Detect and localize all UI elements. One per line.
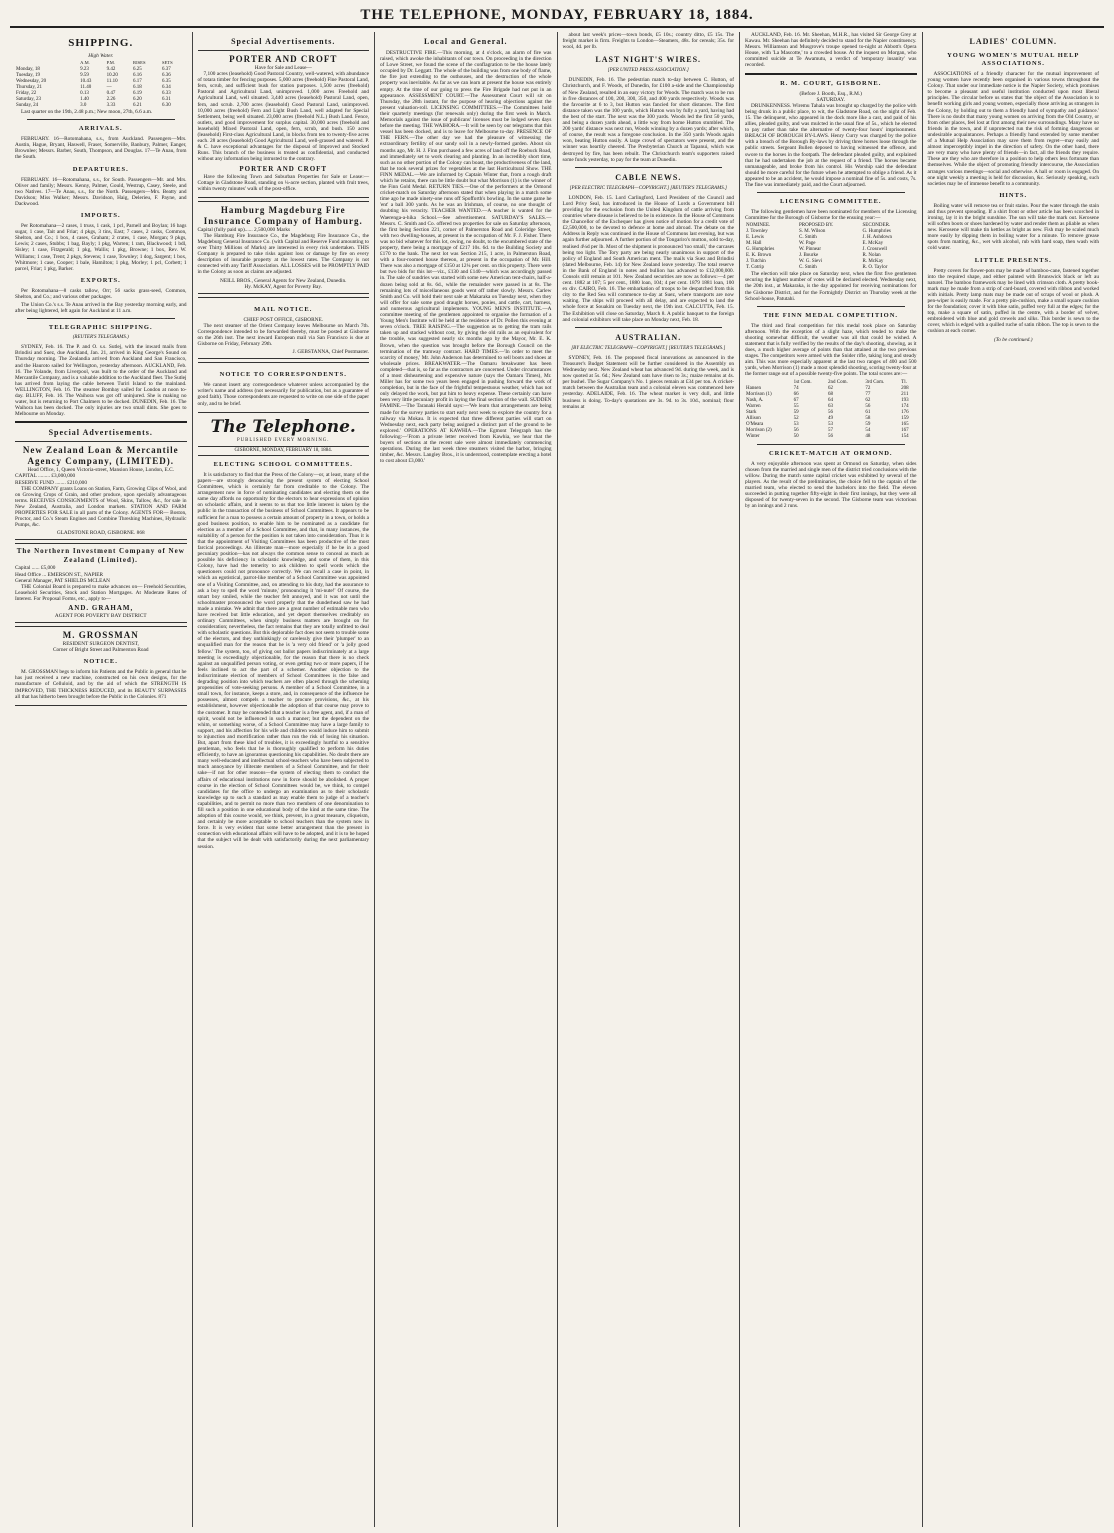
- licensing-text2: The election will take place on Saturday next, when the first five gentlemen securing the highest number of votes will be declared elected. Wednesday next, the 20th inst., at Makaraka, is the day appointed for receiving nominations for the Gisborne District, and for the Fortnightly District on Thursday week at the School-house, Patutahi.: [745, 271, 917, 302]
- australian-sub: [BY ELECTRIC TELEGRAPH—COPYRIGHT.] [REUTER'S TELEGRAMS.]: [571, 345, 726, 351]
- tide-col-header: P.M.: [106, 60, 116, 66]
- telegraphic-sub: (REUTER'S TELEGRAMS.): [72, 335, 129, 341]
- nz-loan-reserve: RESERVE FUND ........ £210,000: [15, 479, 87, 486]
- porter-footer-title: PORTER AND CROFT: [239, 164, 328, 173]
- licensing-col-header: NOMINEE.: [746, 223, 771, 229]
- australian-text: SYDNEY, Feb. 16. The proposed fiscal innovations as announced in the Treasurer's Budget Statement will be further considered in the Assembly on Wednesday next. New Zealand wheat has advanced 9d. during the week, and is now quoted at 5s. 6d.; New Zealand oats have risen to 3s.; maize remains at 4s. per bushel. The Sugar Company's No. 1 pieces remain at £34 per ton. A cricket-match between the Australian team and a colonial eleven was commenced here yesterday. ADELAIDE, Feb. 16. The wheat market is very dull, and little business is doing. To-day's quotations are 3s. 9d. to 3s. 10d., nominal; flour remains at: [562, 354, 734, 410]
- finn-cell: 49: [828, 415, 833, 421]
- imports-text: Per Rotomahana—2 cases, 1 truss, 1 cask, 1 pcl, Parnell and Boylan; 16 bags sugar, 1 case, Tait and Friar; 4 pkgs, 3 tins, East; 7 cases, 2 casks, Common, Shelton, and Co.; 1 box, 4 cases, Graham; 2 crates, 1 case, Morgan; 9 pkgs, Lewis; 2 cases, Stubbs; 1 bag, Bayly; 1 pkg, Warren; 1 ram, Blackwood; 1 bdl, Sisley; 1 case, Fitzgerald; 1 pkg, Wallis; 1 pkg, Browne; 1 box, Rev. W. Williams; 1 case, Trent; 2 pkgs, Stevens; 1 case, Townley; 1 dog, Sargent; 1 box, Whitmore; 1 case, Cooper; 1 bale, Hamilton; 1 pkg, Morley; 1 pcl, Corbett; 1 parcel, Friar; 1 pkg, Barker.: [15, 223, 187, 272]
- mail-text: The next steamer of the Orient Company leaves Melbourne on March 7th. Correspondence intended to be forwarded thereby, must be posted at Gisborne on the 26th inst. The next inward European mail via San Francisco is due at Gisborne on Friday, February 29th.: [197, 322, 369, 348]
- court-day: SATURDAY.: [816, 96, 845, 103]
- licensing-cell: S. M. Wilson: [799, 229, 826, 235]
- col7-text: AUCKLAND, Feb. 16. Mr. Sheehan, M.H.R., has visited Sir George Grey at Kawau. Mr. Sheehan has definitely decided to stand for the Napier constituency. Messrs. Williamson and Musgrove's troupe opened to-night at Abbott's Opera House, with 'La Mascotte,' to a crowded house. At the inquest on Morgan, who committed suicide at Te Awamutu, a verdict of 'temporary insanity' was recorded.: [745, 32, 917, 69]
- northern-agent: AND. GRAHAM,: [68, 603, 134, 612]
- special-ads-heading: Special Advertisements.: [48, 428, 153, 438]
- finn-cell: 56: [793, 427, 799, 433]
- finn-cell: 174: [901, 403, 909, 409]
- finn-col-header: 2nd Com.: [828, 379, 848, 385]
- dateline: GISBORNE, MONDAY, FEBRUARY 18, 1884.: [198, 446, 370, 456]
- finn-cell: 154: [901, 433, 909, 439]
- mail-sub: CHIEF POST OFFICE, GISBORNE.: [243, 316, 324, 323]
- licensing-cell: T. Cotrip: [746, 265, 764, 271]
- continued-note: (To be continued.): [994, 336, 1033, 343]
- licensing-cell: J. Crosswell: [862, 247, 887, 253]
- licensing-cell: J. Tutchin: [746, 259, 766, 265]
- tide-cell: 6.25: [133, 67, 142, 73]
- licensing-cell: E. Lewis: [746, 235, 764, 241]
- exports-text: Per Rotomahana—8 casks tallow, Orr; 56 sacks grass-seed, Common, Shelton, and Co.; and various other packages.: [15, 287, 187, 300]
- finn-cell: Hansen: [746, 385, 761, 391]
- hamburg-text: The Hamburg Fire Insurance Co., the Magdeburg Fire Insurance Co., the Magdeburg General Insurance Co. (with Capital and Reserve Fund amounting to over Thirty Millions of Marks) are interested in every risk undertaken. THIS Company is prepared to take risks against loss or damage by fire on every description of insurable property at the lowest rates. The Company is not connected with any Tariff Association. ALL LOSSES will be PROMPTLY PAID in the Colony as soon as claims are adjusted.: [197, 232, 369, 276]
- licensing-cell: R. McKay: [862, 259, 884, 265]
- telegraphic-heading: TELEGRAPHIC SHIPPING.: [48, 324, 153, 332]
- finn-cell: 176: [901, 409, 909, 415]
- tide-cell: Sunday, 24: [16, 103, 39, 109]
- column-3: [375, 32, 558, 1527]
- tide-cell: Monday, 18: [16, 67, 40, 73]
- divider: [575, 167, 723, 168]
- divider: [757, 306, 905, 307]
- union-note: The Union Co.'s s.s. Te Anau arrived in the Bay yesterday morning early, and after being lightered, left again for Auckland at 11 a.m.: [15, 301, 187, 315]
- cable-sub: [PER ELECTRIC TELEGRAPH—COPYRIGHT.] [REUTER'S TELEGRAMS.]: [569, 185, 727, 191]
- wires-heading: LAST NIGHT'S WIRES.: [595, 55, 702, 65]
- licensing-cell: G. Humphries: [862, 229, 891, 235]
- finn-cell: Nash, A.: [746, 397, 764, 403]
- hamburg-local: Hy. McKAY, Agent for Poverty Bay.: [244, 283, 323, 290]
- mail-sign: J. GEBSTANNA, Chief Postmaster.: [292, 349, 369, 356]
- departures-text: FEBRUARY. 16—Rotomahana, s.s., for South. Passengers—Mr. and Mrs. Oliver and family; Messrs. Kenny, Palmer, Gould, Westrup, Casey, Steele, and two Natives. 17—Te Anau, s.s., for the North. Passengers—Mrs. Beatty and Davidson; Miss Walker; Messrs. Davidson, Haig, Delerieu, F. Payne, and Dackwood.: [15, 176, 187, 207]
- licensing-cell: W. Page: [799, 241, 816, 247]
- finn-cell: 56: [865, 403, 871, 409]
- columns: [10, 32, 1104, 1527]
- finn-cell: 193: [901, 397, 909, 403]
- court-sub: (Before J. Booth, Esq., R.M.): [799, 90, 862, 97]
- finn-cell: 159: [901, 415, 909, 421]
- column-6: [923, 32, 1105, 1527]
- presents-heading: LITTLE PRESENTS.: [974, 256, 1052, 264]
- paper-name: The Telephone.: [210, 416, 356, 437]
- exports-heading: EXPORTS.: [80, 276, 121, 284]
- local-text: DESTRUCTIVE FIRE.—This morning, at 4 o'clock, an alarm of fire was raised, which awoke the inhabitants of our town. On proceeding in the direction of Lowe Street, we found the scene of the conflagration to be the house lately occupied by Dr. Leggatt. The whole of the building was from one body of flame, the fire just extending to the outhouses, and the destruction of the whole property was inevitable. As far as we can learn at present the house was entirely empty. At the time of our going to press the Fire Brigade had not put in an appearance. ASSESSMENT COURT.—The Assessment Court will sit on Thursday, the 28th instant, for the purpose of hearing objections against the present valuation-roll. LICENSING COMMITTEES.—The Committees hold their quarterly meetings (for renewals only) during the first week in March. Memorials against the issue of publicans' licenses must be lodged seven days before the meeting. THE WAIHORA.—It will be seen by our telegrams that this vessel has been docked, and is to leave for Melbourne to-day. PRESENCE OF THE FERN.—The other day we had the pleasure of witnessing the extraordinary fertility of our sandy soil in a newly-formed garden. About six months ago, Mr. H. J. Finn purchased a few acres of land off the Roebuck Road, and immediately set to work clearing and planting. In an incredibly short time, such as no other portion of the Colony can boast, the productiveness of the land, that he took several prizes for vegetables at the last Horticultural Show. THE FINN MEDAL.—We are informed by Captain Winter that, from a rough draft which he retains, there can be little doubt but what Morrison (1) is the winner of the Finn Gold Medal. RETURN TIES.—One of the performers at the Ormond cricket-match on Saturday afternoon stated that when playing in a match some time ago he made ninety-one runs off Spofforth's bowling. In the same game he 'ent' a ball 300 yards. As he was an Irishman, of course, no one thought of doubting his veracity. TEACHER WANTED.—A teacher is wanted for the Waerenga-a-hika School.—See advertisement. SATURDAY'S SALES.—Messrs. C. Smith and Co. offered two properties for sale on Saturday afternoon, the first being Section 221, corner of Palmerston Road and Coleridge Street, with two dwelling-houses, at present in the occupation of Mr. F. J. Fisher. There was no bid whatever for this lot, owing, no doubt, to the encumbered state of the property, there being a mortgage of £217 10s. 6d. to the Building Society and £170 to the bank. The next lot was Section 215, 1 acre, in Palmerston Road, with a four-roomed house thereon, at present in the occupation of Mr. Hill. There was also a mortgage of £150 at 12¼ per cent. on this property. There were but two bids for this lot—viz., £130 and £140—which was accordingly passed in. The sale of sundries was started with some new American tent-chairs, half-a-dozen being sold at 8s. 6d., while the remainder were passed in at 8s. The remaining lots of miscellaneous goods went off rather slowly. Messrs. Carlew Smith and Co. will hold their next sale at Makaraka on Tuesday next, when they will offer for sale some good draught horses, ponies, and cattle, cart, harness, and numerous agricultural implements. YOUNG MEN'S INSTITUTE.—A committee meeting of the gentlemen appointed to organise the formation of a Young Men's Institute will be held at the residence of Dr. Pollen this evening at seven o'clock. TREE RAISING.—The suggestion as to getting the tram rails taken up and stacked without cost, by giving the old rails as an equivalent for the trouble, was suggested nearly six months ago by the Mayor, Mr. E. K. Brown, when the question was brought before the Borough Council on the termination of the tramway contract. HARD TIMES.—'In order to meet the scarcity of money,' Mr. John Anderson has determined to sell boots and shoes at wholesale prices. BREAKWATER.—The Oamaru breakwater has been completed—that is, so far as the contractors are concerned. Under circumstances of a most disheartening and expensive nature (says the Oamaru Times), Mr. Miller has for some two years been engaged in pushing forward the work of completion, but in the face of the frightful tempestuous weather, which has not only delayed the work, but put him to heavy expense. These certainly can have been very little pecuniary profit in laying the final section of the wall. SUDDEN FAMINE.—The Taranaki Herald says:—'We learn that arrangements are being made for the survey parties to start early next week to explore the country for a railway via Mokau. It is expected that three different parties will start on Wednesday next, each party being assigned a distinct part of the ground to be explored.' OPERATIONS AT KAWHIA.—The Egmont Telegraph has the following:—'From a private letter received from Kawhia, we hear that the buyers of sections at the recent sale were almost immediately commencing operations. During the last week three steamers visited the harbor, bringing timber, &c. Messrs. Langley Bros., it is understood, contemplate erecting a hotel to cost about £3,000.': [380, 50, 552, 465]
- finn-heading: THE FINN MEDAL COMPETITION.: [763, 311, 899, 319]
- arrivals-heading: ARRIVALS.: [78, 125, 123, 133]
- tide-cell: 6.36: [162, 73, 171, 79]
- tide-col-header: SETS: [162, 60, 173, 66]
- assoc-heading: YOUNG WOMEN'S MUTUAL HELP ASSOCIATIONS.: [947, 52, 1080, 67]
- hamburg-title: Hamburg Magdeburg Fire Insurance Company of Hamburg.: [203, 204, 363, 226]
- nz-loan-text: THE COMPANY grants Loans on Station, Farm, Growing Clips of Wool, and on Growing Crops of Grain, and other produce, upon specially advantageous terms. RECEIVES CONSIGNMENTS of Wool, Skins, Tallow, &c., for sale in New Zealand, Australia, and London markets. STATION AND FARM PROPERTIES FOR SALE in all parts of the Colony. AGENTS FOR— Boston, Proctor, and Co.'s Steam Engines and Combine Threshing Machines, Hydraulic Pumps, &c.: [15, 485, 187, 529]
- licensing-cell: C. Smith: [799, 265, 817, 271]
- finn-cell: 66: [793, 391, 799, 397]
- australian-heading: AUSTRALIAN.: [615, 332, 682, 342]
- finn-scores-table: [745, 380, 917, 440]
- finn-cell: 50: [793, 433, 799, 439]
- grossman-ad: [15, 626, 187, 706]
- tide-cell: Wednesday, 20: [16, 79, 47, 85]
- finn-cell: 48: [865, 433, 871, 439]
- finn-cell: 74: [793, 385, 799, 391]
- finn-cell: 57: [828, 427, 833, 433]
- finn-cell: 77: [865, 391, 871, 397]
- cricket-heading: CRICKET-MATCH AT ORMOND.: [768, 449, 893, 457]
- tide-cell: 6.18: [133, 85, 142, 91]
- finn-col-header: Tl.: [901, 379, 907, 385]
- hamburg-agent: NEILL BROS., General Agents for New Zealand, Dunedin.: [220, 277, 347, 284]
- finn-cell: 62: [865, 397, 871, 403]
- finn-cell: 59: [793, 409, 799, 415]
- presents-text: Pretty covers for flower-pots may be made of bamboo-cane, fastened together into the required shape, and either painted with Brunswick black or left au naturel. The bamboo framework may be lined with crimson cloth. A pretty book-mark may be made from a strip of card-board, covered with ribbon and worked with initials. Pretty lamp mats may be made out of scraps of wool or plush. A pen-wiper is easily made. For a pretty pin-cushion, make a small square cushion for the foundation; cover it with blue satin, puffed very full at the edges; for the top, make a square of satin, puffed in the centre, with a border of velvet, embroidered with blue and gold crewels and silks. This border is sewn to the cover, which is edged with a quilled ruche of satin ribbon. The top is sewn to the cushion at each corner.: [927, 267, 1099, 335]
- tide-cell: 9.23: [80, 67, 89, 73]
- paper-name-sub: PUBLISHED EVERY MORNING.: [237, 437, 330, 443]
- finn-cell: 61: [865, 409, 871, 415]
- page-masthead: THE TELEPHONE, MONDAY, FEBRUARY 18, 1884.: [10, 6, 1104, 28]
- finn-cell: 55: [793, 403, 799, 409]
- leader-text: It is satisfactory to find that the Press of the Colony—or, at least, many of the papers—are strongly denouncing the present system of electing School Committees, which is certainly far from creditable to the Colony. The arrangement now in force of nominating candidates and electing them on the same day affords no opportunity for the electors to hear expressions of opinion on scholastic affairs, and it seems to us that too little interest is taken by the public in the transaction of the business of School Committees. It appears to be sufficient for a man to possess a certain amount of property in a town, or holds a good business position, to enable him to be nominated as a candidate for election as a member of a School Committee, and that, in many instances, the suitability of a person for the position is not taken into consideration. Thus it is that the appointment of Visiting Committees has been productive of the most farcical proceedings. An illiterate man—more especially if he be in a good pecuniary position—has not always the common sense to conceal as much as possible his deficiency in scholastic knowledge, and some of them, in this Colony, have had the temerity to ask children to spell words which the questioners could not pronounce correctly. We can recall a case in point, in which an egotistical, parrot-like member of a School Committee was appointed one of a Visiting Committee, and, on attending to his duty, had the assurance to ask a boy to spell the word 'minute,' pronouncing it 'mi-nute!' Of course, the smart boy smiled, while the teacher felt annoyed, and it was not until the schoolmaster pronounced the word properly that the dunderhead saw he had made a mistake. We admit that there are a great number of estimable men who have received but little education, and yet deport themselves creditably on ordinary Committees, when simply business matters are brought on for consideration; nevertheless, the fact remains that they are totally unfitted to deal with scholastic questions. But this deplorable fact does not seem to trouble some of the electors, and they unthinkingly or carelessly give their 'plumper' to an unqualified man for the reason that he is 'a very old friend' or 'a jolly good fellow.' The system, too, of giving out ballot papers indiscriminately at a large meeting is exceedingly objectionable, for the reason that there is no check against an unqualified person voting, or even getting two or more papers, if he feels inclined to act the part of a schemer. Another objection to the indiscriminate election of members of School Committees is the false and degrading position into which teachers are often placed through the scheming propensities of vote-seeking persons. A member of a School Committee, in a small town, for instance, keeps a store, and, in consequence of the influence he possesses, almost compels a teacher to procure provisions, &c., at his establishment, however objectionable the adoption of that course may prove to the customer. It may be contended that a teacher is a free agent, and, if a man of spirit, would not be influenced in such a manner; but the dependent on the whim, or something worse, of a School Committee may have a large family to support, and his affection for his wife and children would induce him to submit to injunction and mortification rather than run the risk of losing his situation. But, apart from these kind of troubles, it is exceedingly hurtful to a sensitive gentleman, who feels that he is thoroughly qualified to perform his duties efficiently, to have an ignoramus questioning his capabilities. No doubt there are many well-educated and intellectual school-teachers who have been subjected to much annoyance by illiterate members of a School Committee, and for their sake—if not for other reasons—the system of electing them to conduct the affairs of educational institutions now in force should be abolished. A proper course in the election of School Committees would be, we think, to compel candidates for the office to undergo an examination as to their scholastic knowledge up to such a standard as may enable them to judge of a teacher's capabilities, and to permit no more than two members of one denomination to fill such a position in one educational body of the kind at the same time. The adoption of this course would, we think, prevent, in a great measure, cliqueism, and certainly be more acceptable to school teachers than the system now in force. It is very evident that some better arrangement than the present in connection with educational affairs will have to be adopted, and it is to be hoped that the subject will be dealt with satisfactorily during the next parliamentary session.: [197, 471, 369, 850]
- finn-cell: 59: [865, 421, 871, 427]
- hamburg-ad: [198, 201, 370, 294]
- tide-cell: 3.0: [80, 103, 87, 109]
- tide-cell: 6.31: [162, 97, 171, 103]
- auckland-text: about last week's prices—town bonds, £5 10s.; country ditto, £5 15s. The freight market is firm. Freights to London—Steamers, 48s. for cereals; 35s. for wool, 4d. per lb.: [562, 32, 734, 51]
- imports-heading: IMPORTS.: [80, 212, 121, 220]
- finn-cell: 67: [793, 397, 799, 403]
- column-2: [193, 32, 376, 1527]
- divider: [575, 327, 723, 328]
- licensing-heading: LICENSING COMMITTEE.: [779, 198, 882, 206]
- tide-cell: 11.40: [80, 85, 92, 91]
- porter-croft-ad: [198, 50, 370, 198]
- northern-text: THE Colonial Board is prepared to make advances on— Freehold Securities, Leasehold Securities, Stock and Station Mortgages. At Moderate Rates of Interest. For Proposal Forms, etc., apply to—: [15, 583, 187, 602]
- tide-cell: Thursday, 21: [16, 85, 43, 91]
- finn-cell: 208: [901, 385, 909, 391]
- moon-note: Last quarter on the 19th, 2.48 p.m.; New moon, 27th, 6.6 a.m.: [21, 109, 153, 116]
- finn-cell: 63: [828, 403, 833, 409]
- finn-cell: 52: [793, 415, 799, 421]
- grossman-address: Corner of Bright Street and Palmerston Road: [52, 647, 149, 654]
- finn-cell: Winter: [746, 433, 760, 439]
- porter-footer-text: Have the following Town and Suburban Properties for Sale or Lease:— Cottage in Gladstone Road, standing on ¼-acre section, planted with fruit trees, within twenty minutes' walk of the post-office.: [197, 173, 369, 192]
- tide-cell: 10.43: [80, 79, 92, 85]
- finn-col-header: 1st Com.: [793, 379, 812, 385]
- nz-loan-office: Head Office, 1, Queen Victoria-street, Mansion House, London, E.C.: [27, 467, 174, 474]
- grossman-text: M. GROSSMAN begs to inform his Patients and the Public in general that he has just received a new machine, constructed on his own designs, for the manufacture of Celluloid, and by the aid of which the STRENGTH IS IMPROVED, THE THICKNESS REDUCED, and its BEAUTY SURPASSES all that has hitherto been brought before the Public in the Colonies. 871: [15, 669, 187, 700]
- divider: [757, 444, 905, 445]
- finn-cell: 72: [865, 385, 871, 391]
- local-heading: Local and General.: [423, 37, 508, 46]
- tide-cell: 9.42: [106, 67, 116, 73]
- cable-heading: CABLE NEWS.: [615, 172, 682, 182]
- tide-cell: —: [106, 85, 112, 91]
- licensing-cell: R. Nolan: [862, 253, 881, 259]
- porter-subtitle: Have for Sale and Lease—: [254, 65, 312, 71]
- tide-cell: 6.19: [133, 91, 142, 97]
- tide-cell: 6.17: [133, 79, 142, 85]
- licensing-cell: E. McKay: [862, 241, 884, 247]
- tide-cell: 11.10: [106, 79, 118, 85]
- tide-heading: High Water.: [88, 53, 114, 59]
- porter-section-heading: Special Advertisements.: [231, 37, 336, 46]
- grossman-notice-heading: NOTICE.: [83, 658, 118, 666]
- tide-cell: 2.26: [106, 97, 116, 103]
- licensing-cell: J. H. Ashdown: [862, 235, 892, 241]
- finn-cell: 68: [828, 391, 833, 397]
- finn-cell: 53: [828, 421, 833, 427]
- cricket-text: A very enjoyable afternoon was spent at Ormond on Saturday, when sides chosen from the married and single men of the district tried conclusions with the willow. During the match some capital cricket was exhibited by several of the players. As the result of the preliminaries, the choice fell to the captain of the married team, who elected to send the bachelors into the field. The eleven succeeded in putting together fifty-eight in their first innings, but they were all disposed of for twenty-seven in the second. The Gisborne team was victorious by an innings and 2 runs.: [745, 460, 917, 510]
- finn-cell: 58: [865, 415, 871, 421]
- tide-col-header: A.M.: [80, 60, 90, 66]
- nz-loan-agent: GLADSTONE ROAD, GISBORNE. 868: [56, 530, 145, 537]
- telegraphic-text: SYDNEY, Feb. 16. The P. and O. s.s. Sutlej, with the inward mails from Brindisi and Suez, due Auckland, Jan. 21, arrived in King George's Sound on Thursday morning. The Zealandia arrived from Auckland and San Francisco, and the Hauroto sailed for Wellington, yesterday afternoon. AUCKLAND, Feb. 16. The Yolande, from Liverpool, was built to the order of the Auckland and Mercantile Company, and is a valuable addition to the Auckland fleet. The Sutlej has arrived from laying the cable between Turiri Island to the mainland. WELLINGTON, Feb. 16. The steamer Bombay sailed for London at noon to-day. BLUFF, Feb. 16. The Waihora was got off uninjured. She is making no water, but is returning to Port Chalmers to be docked. DUNEDIN, Feb. 16. The Waihora has been docked. The only injuries are two small dints. She goes to Melbourne on Monday.: [15, 344, 187, 418]
- finn-cell: 56: [828, 433, 833, 439]
- tide-cell: 6.21: [133, 103, 142, 109]
- column-4: [558, 32, 741, 1527]
- northern-ad: [15, 543, 187, 623]
- tide-header-row: [15, 59, 187, 67]
- correspondents-notice: [198, 362, 370, 412]
- hints-text: Boiling water will remove tea or fruit stains. Pour the water through the stain and thus prevent spreading. If a shirt front or other article has been scorched in ironing, lay it in the bright sunshine. The sun will take the mark out. Kerosene will soften boots or shoes hardened by water and render them as pliable as when new. Kerosene will make tin kettles as bright as new. Fish may be scaled much more easily by dipping them in boiling water for a minute. To remove grease spots from matting, &c., wet with alcohol, rub with hard soap, then wash with cold water.: [927, 202, 1099, 252]
- finn-cell: Morrison (2): [746, 427, 772, 433]
- finn-cell: 211: [901, 391, 909, 397]
- finn-cell: Warren: [746, 403, 761, 409]
- court-heading: R. M. COURT, GISBORNE.: [780, 79, 882, 87]
- grossman-title: M. GROSSMAN: [62, 630, 139, 641]
- finn-cell: O'Meara: [746, 421, 764, 427]
- column-5: [740, 32, 923, 1527]
- wires-text: DUNEDIN, Feb. 16. The pedestrian match to-day between C. Hutton, of Christchurch, and F. Woods, of Dunedin, for £100 a-side and the Championship of New Zealand, resulted in an easy victory for Woods. The match was to be run in five distances of 100, 200, 300, 350, and 400 yards respectively. Woods was the favourite at 6 to 3, but Hutton was fancied for short distances. The first distance taken was the 100 yards, which Hutton won by fully a yard, having had the best of the start. The next was the 300 yards. Woods led the first 50 yards, and being a dozen yards ahead, a little way from home Hutton stumbled. The 200 yards' distance was next run, Woods winning by a dozen yards; after which, of course, the result was a foregone conclusion. In the 350 yards Woods again won, beating Hutton easily. A large crowd of spectators were present, and the winner was heartily cheered. The Presbyterian Church at Tapanui, which was destroyed by fire, has been rebuilt. The Christchurch team's supporters raised some funds yesterday, to pay for the team at Dunedin.: [562, 77, 734, 163]
- mail-notice: [198, 297, 370, 360]
- licensing-col-header: PROPOSED BY.: [799, 223, 834, 229]
- licensing-cell: R. O. Taylor: [862, 265, 888, 271]
- porter-title: PORTER AND CROFT: [229, 54, 338, 64]
- northern-manager: General Manager, PAT SHIELDS MCLEAN: [15, 577, 110, 584]
- northern-capital: Capital ...... £5,000: [15, 565, 56, 572]
- licensing-cell: W. Pinnear: [799, 247, 822, 253]
- nz-loan-title: New Zealand Loan & Mercantile Agency Company, (LIMITED).: [22, 445, 179, 467]
- cable-text: LONDON, Feb. 15. Lord Carlingford, Lord President of the Council and Lord Privy Seal, has introduced in the House of Lords a Government bill providing for the exclusion from the United Kingdom of cattle arriving from countries where disease is believed to be in existence. In the House of Commons the Chancellor of the Exchequer has given notice of motion for a credit vote of £2,500,000, to be devoted to defence at home and abroad. The debate on the Address in Reply was continued in the House of Commons last evening, but was again further adjourned. A further portion of the Tongariro's mutton, sold to-day, realised 4¼d per lb. Most of the shipment is pronounced 'too small,' the carcases being too light. The Tory party are being nearly unanimous in support of the policy of England and South American ment. The mails via Suez and Brindisi (dated Melbourne, Feb. 14) for New Zealand leave yesterday. The total reserve in the Bank of England in notes and bullion has advanced to £12,000,000. Consols still remain at 101. New Zealand securities are now as follows:—4 per cent. 1882 at 107; 5 per cent., 1880 loan, 104; 4 per cent. 1879 1881 loan, 100 ex div. CAIRO, Feb. 16. The embarkation of troops to be despatched from this city to the Red Sea will commence to-day at Suez, where transports are now waiting. The ships will proceed with all delay, and are expected to land the whole force at Souakim on Tuesday next, the 19th inst. CALCUTTA, Feb. 15. The Exhibition will close on Saturday, March 8. A public banquet to the foreign and colonial exhibitors will take place on Monday next, Feb. 18.: [562, 194, 734, 323]
- licensing-cell: G. Humphries: [746, 247, 775, 253]
- ladies-heading: LADIES' COLUMN.: [969, 37, 1057, 46]
- divider: [745, 73, 917, 75]
- grossman-sub: RESIDENT SURGEON DENTIST,: [62, 641, 139, 648]
- correspondents-title: NOTICE TO CORRESPONDENTS.: [219, 371, 347, 379]
- tide-cell: 6.33: [162, 91, 171, 97]
- tide-cell: 1.40: [80, 97, 89, 103]
- shipping-heading: SHIPPING.: [68, 37, 134, 49]
- mail-title: MAIL NOTICE.: [254, 305, 313, 313]
- finn-cell: 56: [828, 409, 833, 415]
- divider: [757, 192, 905, 193]
- porter-text: 7,100 acres (leasehold) Good Pastoral Country, well-watered, with abundance of totara timber for fencing purposes. 5,000 acres (freehold) Fine Pastoral Land, fern, scrub, and sufficient bush for station purposes. 1,500 acres (freehold) Pastoral and Agricultural Land, unimproved. 1,000 acres Freehold and Agricultural Land, well situated. 3,440 acres (leasehold) Pastoral Land, open, fern, and scrub. 2,700 acres (leasehold) Good Pastoral Land, unimproved. 10,000 acres (freehold) Fern and Light Bush Land, well adapted for Special Settlement, being well situated. 23,000 acres (freehold N.L.) Bush Land. Fence, outlets, and good improvement for surplus capital. 30,000 acres (freehold and leasehold) Mixed Pastoral Land, open, fern, scrub, and bush. 150 acres (leasehold) First-class Agricultural Land, in blocks from ten to twenty-five acres each. 28 acres (leasehold) Good Agricultural Land, well-grassed and watered. P. & C. have exceptional advantages for the disposal of Improved and Stocked Runs. This branch of the business is treated as confidential, and conducted without any information being intrusted to the contrary.: [197, 71, 369, 163]
- nz-loan-ad: [15, 441, 187, 540]
- finn-row: [745, 434, 917, 440]
- hamburg-capital: Capital (fully paid up)...... 2,500,000 Marks: [197, 226, 291, 233]
- finn-cell: 54: [865, 427, 871, 433]
- tide-cell: Friday, 22: [16, 91, 37, 97]
- hints-heading: HINTS.: [999, 191, 1028, 199]
- tide-table: [15, 59, 187, 109]
- licensing-table: [745, 223, 917, 271]
- arrivals-text: FEBRUARY. 16—Rotomahana, s.s., from Auckland. Passengers—Mrs. Austin, Hague, Bryant, Haswell, Fraser, Somerville, Banbury, Palmer, Eanger, Brownlee; Messrs. Barber, South, Thompson, and Douglas. 17—Te Anau, from the South.: [15, 136, 187, 161]
- finn-text: The third and final competition for this medal took place on Saturday afternoon. With the exception of a slight haze, which tended to make the shooting somewhat difficult, the weather was all that could be wished. A statement that is fully verified by the results of the day's shooting, showing, as it does, a much higher average of points than that attained at the two previous stages. The competitors were armed with the Snider rifle, taking long and steady aim. This was more especially apparent at the last two ranges of 400 and 500 yards, when Morrison (1) made a most splendid shooting, scoring twenty-four at the former range out of a possible twenty-five points. The total scores are:—: [745, 322, 917, 378]
- finn-cell: 62: [828, 385, 833, 391]
- licensing-text: The following gentlemen have been nominated for members of the Licensing Committee for the Borough of Gisborne for the ensuing year:—: [745, 209, 917, 222]
- finn-cell: 165: [901, 421, 909, 427]
- licensing-cell: M. Hall: [746, 241, 762, 247]
- northern-head: Head Office ... EMERSON ST., NAPIER: [15, 571, 104, 578]
- licensing-cell: J. Bourke: [799, 253, 819, 259]
- tide-cell: Saturday, 23: [16, 97, 41, 103]
- court-text: DRUNKENNESS. Wiremu Tahala was brought up charged by the police with being drunk in a public place, to wit, the Gladstone Road, on the night of Feb. 15. The delinquent, who appeared in the dock more like a cast, and paid of his allies, pleaded guilty, and was mulcted in the usual fine of 5s., which he elected to pay rather than take the alternative of twenty-four hours' imprisonment. BREACH OF BOROUGH BY-LAWS. Henry Curry was charged by the police with a breach of the Borough By-laws by driving three horses loose through the public streets. Sergeant Bullen deposed to having witnessed the offence, and swore to the horses in the footpath. The defendant pleaded guilty, and explained that he had undertaken the job at the request of a friend. The horses became unmanageable, and broke from his control. His Worship said the defendant should be more careful for the future when he attempted to oblige a friend. As it appeared to be an accident, he would impose a nominal fine of 5s. and costs, 7s. The fine was immediately paid, and the Court adjourned.: [745, 102, 917, 188]
- finn-cell: Allison: [746, 415, 761, 421]
- tide-col-header: RISES: [133, 60, 146, 66]
- finn-cell: 53: [793, 421, 799, 427]
- wires-sub: [PER UNITED PRESS ASSOCIATION.]: [607, 68, 689, 74]
- column-1: [10, 32, 193, 1527]
- tide-cell: 10.20: [106, 73, 118, 79]
- ladies-text: ASSOCIATIONS of a friendly character for the mutual improvement of young women have recently been organised in various towns throughout the Colony. That under our immediate notice is the Napier Society, which promises to become a pleasant and useful institution conducted upon most liberal principles. The circular before us states that 'the object of the Association is to benefit working girls and young women, especially those arriving as strangers in the Colony, by holding out to them a friendly hand of sympathy and guidance.' There is no doubt that many young women on arriving from the Old Country, or from other places, feel lost at first among their new surroundings. Many have no friends in the town, and if unprotected run the risk of forming dangerous or undesirable acquaintances. Perhaps a friendly hand extended by some member of a Mutual Help Association may save them from regret—may easily and almost imperceptibly impel in the direction of safety. On the other hand, there are very many who have plenty of friends—in fact, all the friends they require. These are they who are therefore in a position to help others less fortunate than themselves. While the object of promoting friendly intercourse, the Association arranges various meetings—social and otherwise. A hall or room is engaged. On one night weekly a meeting is held for discussion, &c. Seriously speaking, such societies may be of immense benefit to a community.: [927, 71, 1099, 187]
- divider: [27, 318, 175, 319]
- finn-cell: Stark: [746, 409, 757, 415]
- northern-title: The Northern Investment Company of New Zealand (Limited).: [16, 547, 185, 565]
- licensing-cell: E. K. Brown: [746, 253, 772, 259]
- finn-cell: 64: [828, 397, 833, 403]
- tide-cell: Tuesday, 19: [16, 73, 40, 79]
- finn-cell: 167: [901, 427, 909, 433]
- licensing-col-header: SECONDER.: [862, 223, 891, 229]
- tide-cell: 0.47: [106, 91, 116, 97]
- finn-cell: Morrison (1): [746, 391, 772, 397]
- divider: [27, 119, 175, 120]
- leader-title: ELECTING SCHOOL COMMITTEES.: [213, 460, 353, 468]
- tide-col-header: [15, 59, 79, 67]
- licensing-cell: J. Townley: [746, 229, 768, 235]
- tide-cell: 6.30: [162, 103, 171, 109]
- tide-cell: 6.34: [162, 85, 171, 91]
- tide-cell: 0.13: [80, 91, 89, 97]
- licensing-cell: C. Smith: [799, 235, 817, 241]
- tide-cell: 6.35: [162, 79, 171, 85]
- tide-cell: 6.37: [162, 67, 171, 73]
- licensing-cell: W. G. Sievi: [799, 259, 823, 265]
- tide-cell: 3.33: [106, 103, 116, 109]
- tide-cell: 6.20: [133, 97, 142, 103]
- finn-col-header: 3rd Com.: [865, 379, 885, 385]
- nz-loan-capital: CAPITAL ......... £3,000,000: [15, 473, 76, 480]
- tide-cell: 9.59: [80, 73, 89, 79]
- tide-cell: 6.16: [133, 73, 142, 79]
- correspondents-text: We cannot insert any correspondence whatever unless accompanied by the writer's name and address (not necessarily for publication, but as a guarantee of good faith). Those correspondents are requested to write on one side of the paper only, and to be brief.: [197, 382, 369, 407]
- departures-heading: DEPARTURES.: [72, 165, 129, 173]
- northern-agent-sub: AGENT FOR POVERTY BAY DISTRICT: [54, 612, 147, 619]
- divider: [15, 421, 187, 423]
